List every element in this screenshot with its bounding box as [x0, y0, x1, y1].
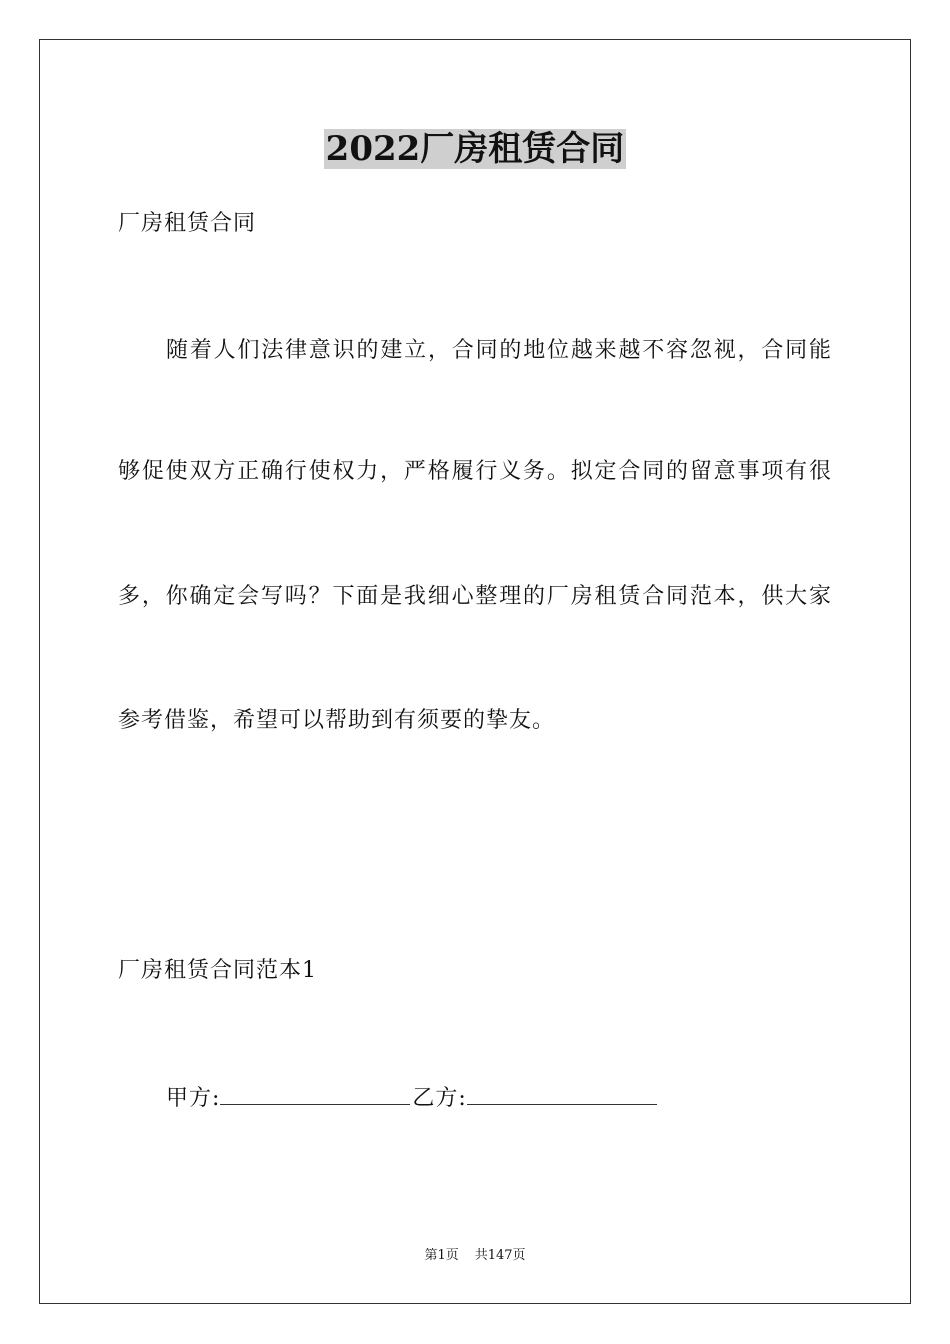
party-a-blank — [220, 1082, 410, 1105]
document-title-text: 2022厂房租赁合同 — [325, 129, 625, 169]
section-heading: 厂房租赁合同范本1 — [118, 958, 317, 983]
page-footer — [0, 1247, 950, 1265]
intro-line-1: 随着人们法律意识的建立，合同的地位越来越不容忽视，合同能 — [166, 338, 832, 363]
intro-line-2: 够促使双方正确行使权力，严格履行义务。拟定合同的留意事项有很 — [118, 459, 832, 484]
party-b-label: 乙方: — [412, 1086, 467, 1111]
page-number-total: 共147页 — [474, 1248, 526, 1263]
intro-line-4: 参考借鉴，希望可以帮助到有须要的挚友。 — [118, 708, 556, 733]
party-a-label: 甲方: — [166, 1086, 221, 1111]
party-b-blank — [467, 1082, 657, 1105]
document-subtitle: 厂房租赁合同 — [118, 211, 257, 236]
page-number-current: 第1页 — [424, 1248, 459, 1263]
document-title — [0, 128, 950, 170]
intro-line-3: 多，你确定会写吗？下面是我细心整理的厂房租赁合同范本，供大家 — [118, 584, 832, 609]
party-line — [166, 1082, 659, 1114]
